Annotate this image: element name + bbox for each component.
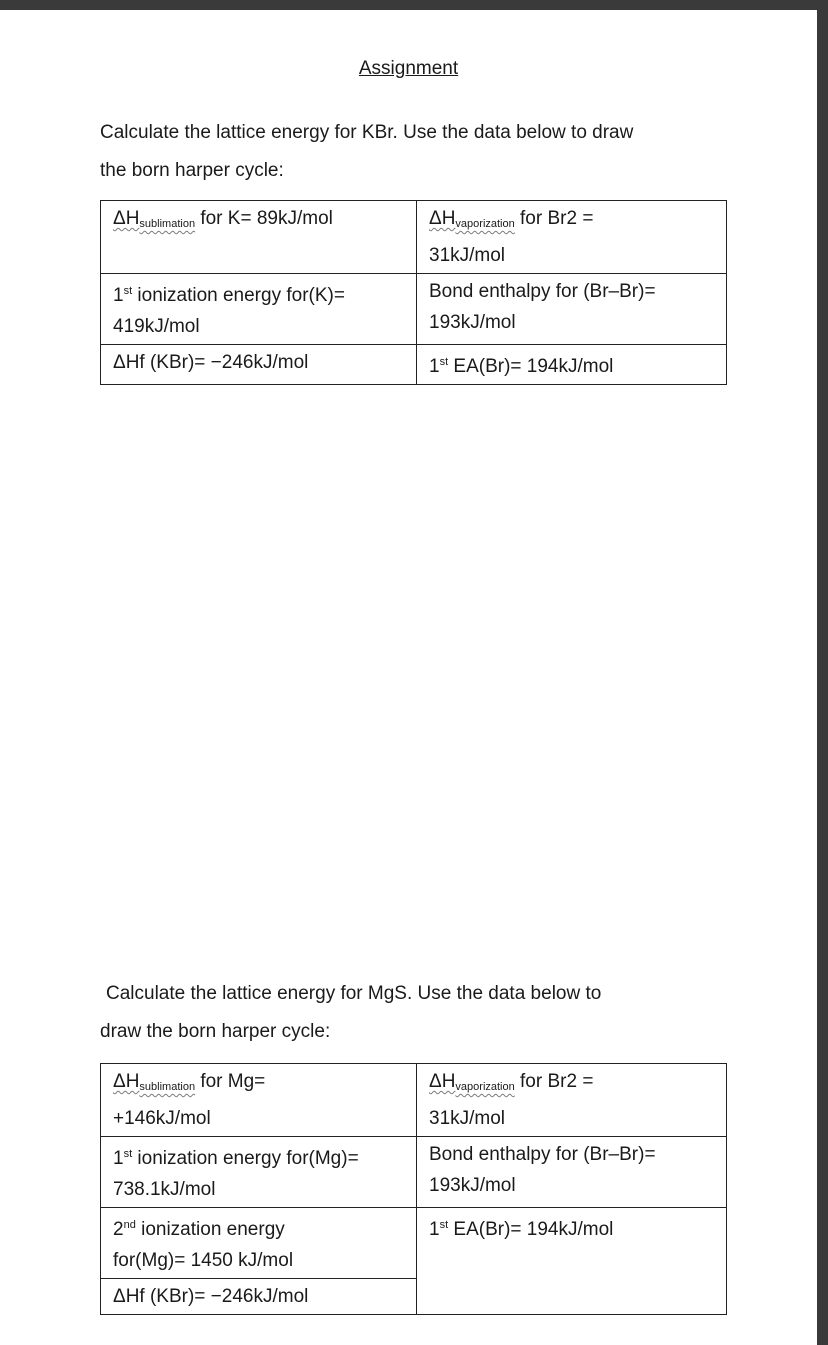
table-cell xyxy=(101,1208,417,1279)
table-cell xyxy=(417,274,727,345)
cell-text: ΔHf (KBr)= −246kJ/mol xyxy=(113,352,309,373)
cell-text: for Br2 = xyxy=(514,208,594,229)
table-cell xyxy=(101,1064,417,1137)
cell-text-line-2: 31kJ/mol xyxy=(429,245,506,266)
question-2-line-2: draw the born harper cycle: xyxy=(100,1021,331,1042)
page-title: Assignment xyxy=(358,58,459,79)
delta-h-symbol: ΔH xyxy=(429,208,456,229)
data-table-mgs xyxy=(100,1063,727,1315)
subscript: vaporization xyxy=(455,1081,515,1093)
superscript: st xyxy=(439,1219,449,1231)
superscript: st xyxy=(439,356,449,368)
cell-text-line-2: 738.1kJ/mol xyxy=(113,1179,216,1200)
ordinal-number: 1 xyxy=(429,356,440,377)
cell-text-line-2: 193kJ/mol xyxy=(429,1175,516,1196)
table-row xyxy=(101,1137,727,1208)
question-1-text xyxy=(100,114,633,190)
cell-text-line-2: 193kJ/mol xyxy=(429,312,516,333)
table-cell xyxy=(417,1208,727,1315)
table-row xyxy=(101,345,727,385)
table-row xyxy=(101,1208,727,1279)
delta-h-symbol: ΔH xyxy=(113,1071,140,1092)
superscript: nd xyxy=(123,1219,136,1231)
question-1-line-2: the born harper cycle: xyxy=(100,160,284,181)
cell-text-line-2: 419kJ/mol xyxy=(113,316,200,337)
subscript: sublimation xyxy=(139,218,196,230)
table-row xyxy=(101,274,727,345)
table-cell xyxy=(101,1279,417,1315)
table-cell xyxy=(101,201,417,274)
table-row xyxy=(101,1064,727,1137)
cell-text-line-2: for(Mg)= 1450 kJ/mol xyxy=(113,1250,294,1271)
cell-text: EA(Br)= 194kJ/mol xyxy=(448,1219,614,1240)
superscript: st xyxy=(123,285,133,297)
ordinal-number: 1 xyxy=(113,1148,124,1169)
table-cell xyxy=(417,1064,727,1137)
cell-text: EA(Br)= 194kJ/mol xyxy=(448,356,614,377)
table-cell xyxy=(417,345,727,385)
superscript: st xyxy=(123,1148,133,1160)
cell-text: Bond enthalpy for (Br–Br)= xyxy=(429,281,656,302)
cell-text: ionization energy for(Mg)= xyxy=(132,1148,359,1169)
table-cell xyxy=(417,1137,727,1208)
cell-text: for Br2 = xyxy=(514,1071,594,1092)
table-cell xyxy=(101,274,417,345)
cell-text: ionization energy xyxy=(135,1219,285,1240)
delta-h-symbol: ΔH xyxy=(113,208,140,229)
question-1-line-1: Calculate the lattice energy for KBr. Use the data below to draw xyxy=(100,122,634,143)
cell-text: for Mg= xyxy=(195,1071,266,1092)
cell-text: ionization energy for(K)= xyxy=(132,285,345,306)
cell-text: Bond enthalpy for (Br–Br)= xyxy=(429,1144,656,1165)
question-2-line-1: Calculate the lattice energy for MgS. Use the data below to xyxy=(106,983,602,1004)
ordinal-number: 1 xyxy=(113,285,124,306)
cell-text-line-2: +146kJ/mol xyxy=(113,1108,211,1129)
ordinal-number: 2 xyxy=(113,1219,124,1240)
delta-h-symbol: ΔH xyxy=(429,1071,456,1092)
table-row xyxy=(101,201,727,274)
question-2-text xyxy=(100,975,602,1051)
cell-text-line-2: 31kJ/mol xyxy=(429,1108,506,1129)
subscript: vaporization xyxy=(455,218,515,230)
cell-text: ΔHf (KBr)= −246kJ/mol xyxy=(113,1286,309,1307)
data-table-kbr xyxy=(100,200,727,385)
table-cell xyxy=(101,1137,417,1208)
table-cell xyxy=(417,201,727,274)
ordinal-number: 1 xyxy=(429,1219,440,1240)
document-page xyxy=(0,10,817,1345)
subscript: sublimation xyxy=(139,1081,196,1093)
cell-text: for K= 89kJ/mol xyxy=(195,208,333,229)
table-cell xyxy=(101,345,417,385)
